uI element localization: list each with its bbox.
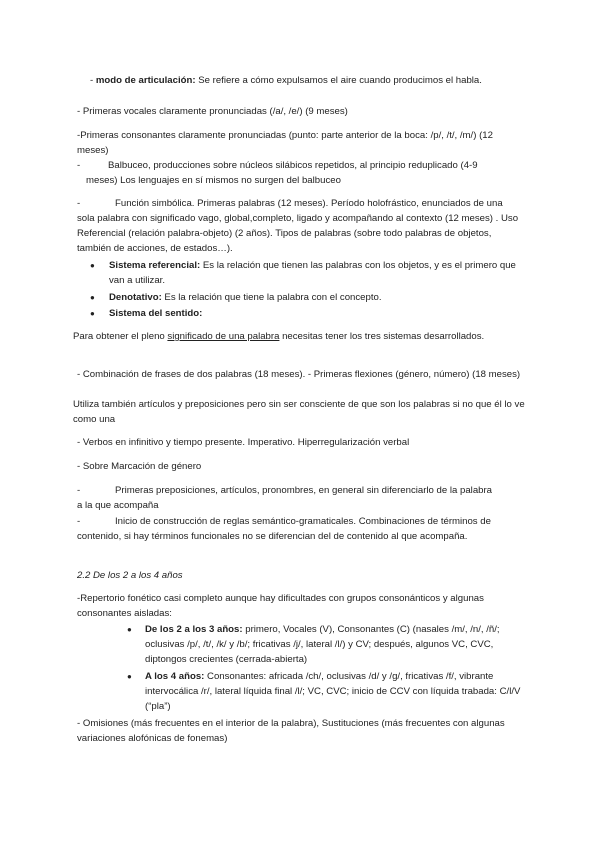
modo-articulacion-line: - modo de articulación: Se refiere a cómo expulsamos el aire cuando producimos el habla. [90, 75, 482, 86]
primeras-vocales-line: - Primeras vocales claramente pronunciadas (/a/, /e/) (9 meses) [77, 106, 348, 117]
articulos-preposiciones-line: Utiliza también artículos y preposiciones pero sin ser consciente de que son los palabras si no que él lo ve como una [73, 399, 525, 425]
balbuceo-dash: - [77, 160, 81, 171]
bullet-icon: ● [90, 293, 95, 302]
repertorio-fonetico-line: -Repertorio fonético casi completo aunque hay dificultades con grupos consonánticos y algunas consonantes aisladas: [77, 593, 484, 619]
bullet-icon: ● [90, 261, 95, 270]
preposiciones-dash: - [77, 485, 81, 496]
pleno-significado-underlined: significado de una palabra [167, 331, 280, 342]
sistema-referencial-item [109, 258, 519, 288]
sistema-referencial-text: Es la relación que tienen las palabras con los objetos, y es el primero que van a utilizar. [109, 260, 516, 286]
sistema-sentido-item: Sistema del sentido: [109, 308, 203, 319]
primeras-consonantes-line: -Primeras consonantes claramente pronunciadas (punto: parte anterior de la boca: /p/, /t/, /m/) (12 meses) [77, 130, 493, 156]
dos-tres-anos-text: primero, Vocales (V), Consonantes (C) (nasales /m/, /n/, /ñ/; oclusivas /p/, /t/, /k/ y /b/; fricativas /j/, lateral /l/) y CV; después, algunos VC, CVC, diptongos crecientes (cerrada-abierta) [145, 624, 500, 665]
cuatro-anos-text: Consonantes: africada /ch/, oclusivas /d/ y /g/, fricativas /f/, vibrante intervocálica /r/, lateral líquida final /l/; VC, CVC; inicio de CCV con líquida trabada: C/l/V (“pla”) [145, 671, 521, 712]
cuatro-anos-item [145, 669, 530, 714]
combinacion-frases-line: - Combinación de frases de dos palabras (18 meses). - Primeras flexiones (género, número) (18 meses) [77, 369, 521, 380]
modo-articulacion-text: Se refiere a cómo expulsamos el aire cuando producimos el habla. [195, 75, 482, 86]
omisiones-line: - Omisiones (más frecuentes en el interior de la palabra), Sustituciones (más frecuentes con algunas variaciones alofónicas de fonemas) [77, 718, 505, 744]
denotativo-label: Denotativo: [109, 292, 162, 303]
verbos-infinitivo-line: - Verbos en infinitivo y tiempo presente. Imperativo. Hiperregularización verbal [77, 437, 410, 448]
marcacion-genero-line: - Sobre Marcación de género [77, 461, 202, 472]
bullet-icon: ● [127, 625, 132, 634]
dos-tres-anos-label: De los 2 a los 3 años: [145, 624, 243, 635]
section-heading: 2.2 De los 2 a los 4 años [77, 570, 183, 581]
denotativo-item [109, 290, 519, 305]
sistema-referencial-label: Sistema referencial: [109, 260, 201, 271]
bullet-icon: ● [90, 309, 95, 318]
reglas-line: Inicio de construcción de reglas semántico-gramaticales. Combinaciones de términos de contenido, si hay términos funcionales no se diferencian del de contenido al que acompaña. [77, 516, 491, 542]
pleno-significado-post: necesitas tener los tres sistemas desarrollados. [279, 331, 485, 342]
cuatro-anos-label: A los 4 años: [145, 671, 205, 682]
dos-tres-anos-item [145, 622, 530, 667]
preposiciones-line: Primeras preposiciones, artículos, pronombres, en general sin diferenciarlo de la palabra a la que acompaña [77, 485, 493, 511]
balbuceo-line: Balbuceo, producciones sobre núcleos silábicos repetidos, al principio reduplicado (4-9 meses) Los lenguajes en sí mismos no surgen del balbuceo [86, 160, 478, 186]
reglas-dash: - [77, 516, 81, 527]
pleno-significado-pre: Para obtener el pleno [73, 331, 168, 342]
funcion-simbolica-line: Función simbólica. Primeras palabras (12 meses). Período holofrástico, enunciados de una sola palabra con significado vago, global,completo, ligado y acompañando al contexto (12 meses) . Uso Referencial (relación palabra-objeto) (2 años). Tipos de palabras (sobre todo palabras de objetos, también de acciones, de estados…). [77, 198, 519, 254]
bullet-icon: ● [127, 672, 132, 681]
modo-articulacion-label: modo de articulación: [95, 75, 196, 86]
pleno-significado-line [73, 329, 543, 344]
denotativo-text: Es la relación que tiene la palabra con el concepto. [161, 292, 382, 303]
funcion-simbolica-dash: - [77, 198, 81, 209]
